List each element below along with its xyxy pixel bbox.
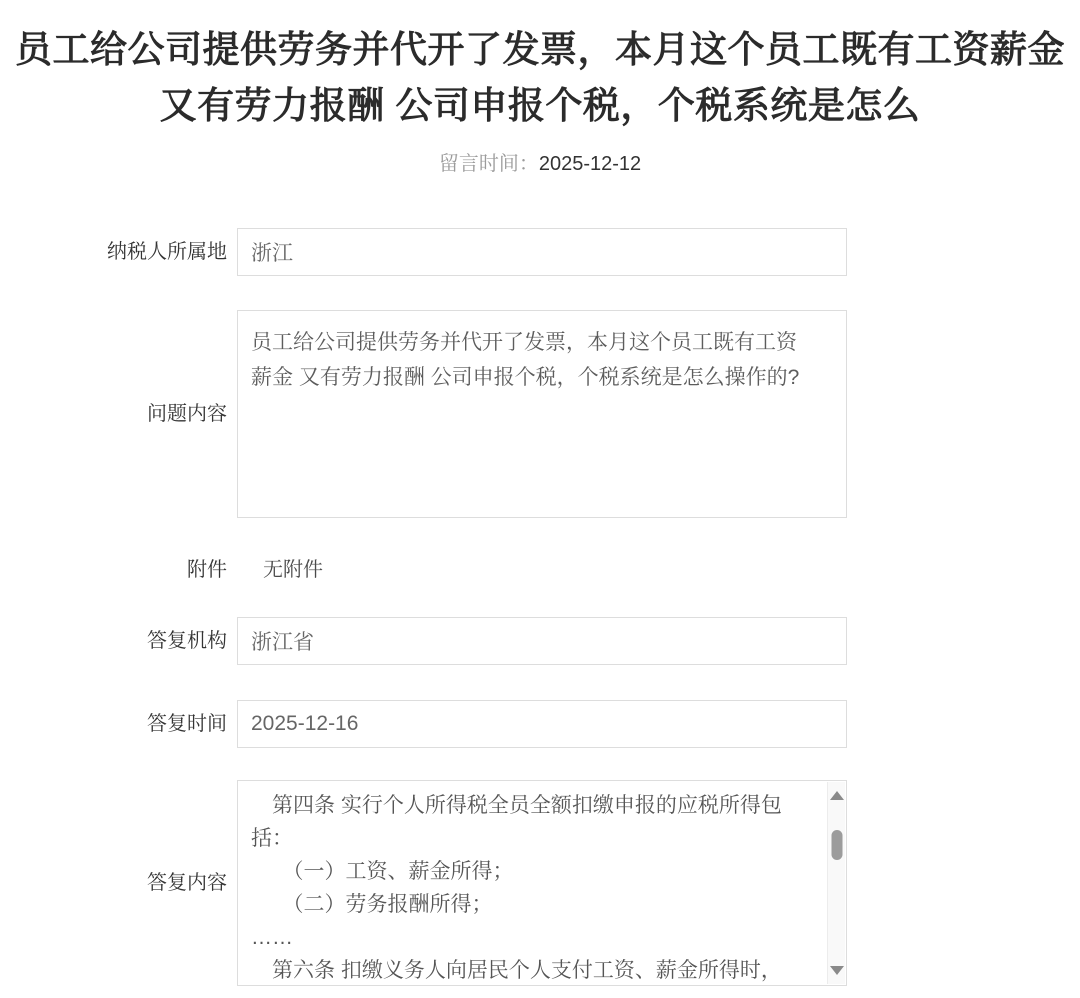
- reply-content-row: [0, 780, 1080, 986]
- reply-org-label: 答复机构: [147, 630, 227, 652]
- reply-time-label: 答复时间: [147, 713, 227, 735]
- attachment-value: 无附件: [263, 559, 323, 581]
- reply-content-textarea[interactable]: [237, 780, 847, 986]
- reply-time-value: 2025-12-16: [251, 712, 359, 735]
- scroll-up-icon[interactable]: [830, 791, 844, 800]
- message-time-value: 2025-12-12: [538, 153, 642, 175]
- message-time: [0, 150, 1080, 178]
- taxpayer-region-label: 纳税人所属地: [107, 241, 227, 263]
- attachment-label: 附件: [187, 559, 227, 581]
- reply-line: 括：: [251, 827, 293, 850]
- taxpayer-region-value: 浙江: [251, 242, 293, 265]
- reply-content-label: 答复内容: [147, 872, 227, 894]
- message-time-label: 留言时间：: [438, 153, 539, 175]
- question-content-row: [0, 310, 1080, 518]
- question-content-textarea[interactable]: [237, 310, 847, 518]
- page-title-line-2: 又有劳力报酬 公司申报个税，个税系统是怎么: [159, 85, 921, 126]
- reply-time-row: [0, 700, 1080, 748]
- reply-line: （二）劳务报酬所得；: [251, 893, 493, 916]
- reply-org-value: 浙江省: [251, 631, 314, 654]
- page-title-line-1: 员工给公司提供劳务并代开了发票，本月这个员工既有工资薪金: [15, 29, 1065, 70]
- taxpayer-region-row: [0, 228, 1080, 276]
- scroll-down-icon[interactable]: [830, 966, 844, 975]
- scrollbar-thumb[interactable]: [831, 830, 842, 860]
- reply-org-input[interactable]: [237, 617, 847, 665]
- reply-time-input[interactable]: [237, 700, 847, 748]
- reply-scrollbar[interactable]: [827, 782, 845, 984]
- reply-line: 第六条 扣缴义务人向居民个人支付工资、薪金所得时，: [251, 959, 782, 982]
- reply-org-row: [0, 617, 1080, 665]
- question-content-label: 问题内容: [147, 403, 227, 425]
- question-line: 员工给公司提供劳务并代开了发票，本月这个员工既有工资: [251, 331, 797, 354]
- qa-detail-form: [0, 228, 1080, 986]
- question-line: 薪金 又有劳力报酬 公司申报个税，个税系统是怎么操作的?: [251, 366, 800, 389]
- page-title: [0, 0, 1080, 134]
- reply-line: ……: [251, 926, 293, 949]
- reply-line: 第四条 实行个人所得税全员全额扣缴申报的应税所得包: [251, 794, 782, 817]
- attachment-row: [0, 556, 1080, 584]
- taxpayer-region-input[interactable]: [237, 228, 847, 276]
- reply-line: （一）工资、薪金所得；: [251, 860, 514, 883]
